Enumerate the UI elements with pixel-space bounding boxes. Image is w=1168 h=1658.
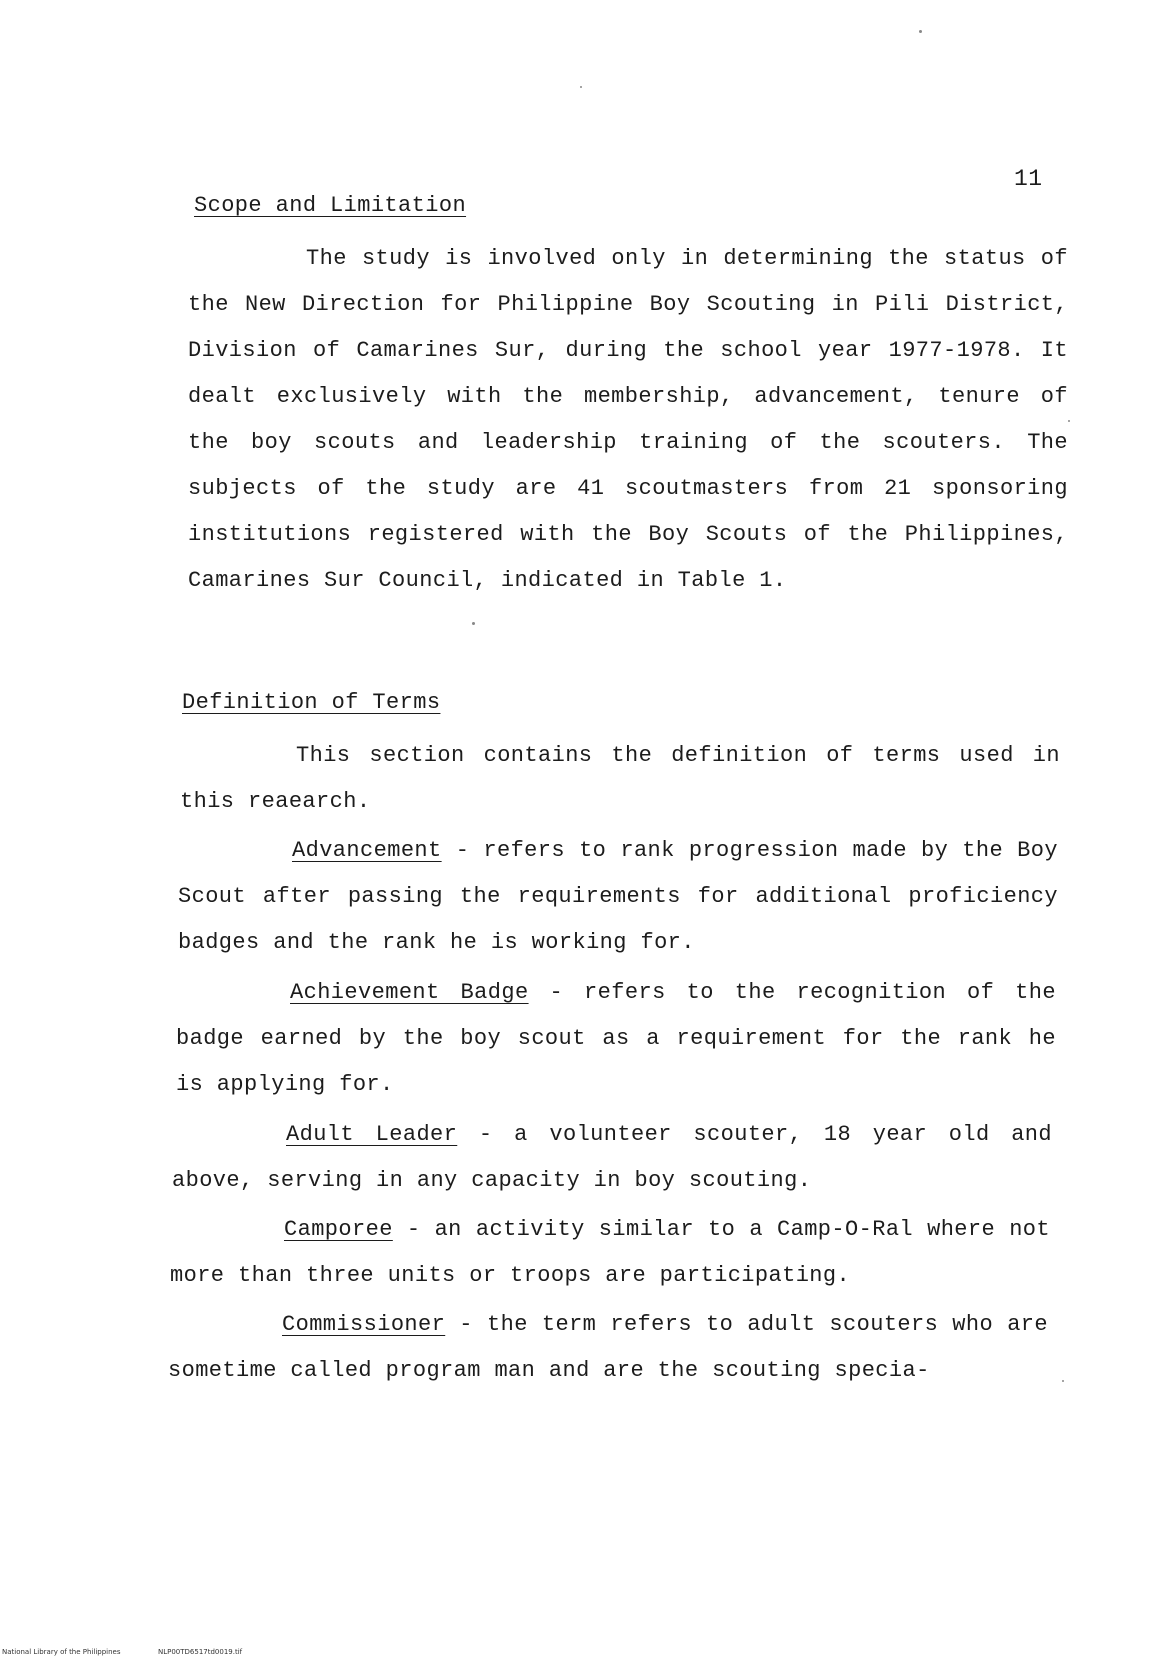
term-commissioner <box>168 1302 1048 1394</box>
scope-paragraph: The study is involved only in determining the status of the New Direction for Philippine Boy Scouting in Pili District, Division of Camarines Sur, during the school year 1977-1978. It dealt exclusively with the membership, advancement, tenure of the boy scouts and leadership training of the scouters. The subjects of the study are 41 scoutmasters from 21 sponsoring institutions registered with the Boy Scouts of the Philippines, Camarines Sur Council, indicated in Table 1. <box>188 246 1068 593</box>
term-definition: - refers to rank progression made by the Boy Scout after passing the requirements for additional proficiency badges and the rank he is working for. <box>178 838 1058 955</box>
definitions-intro: This section contains the definition of terms used in this reaearch. <box>180 743 1060 814</box>
term-label: Adult Leader <box>286 1122 458 1147</box>
term-label: Commissioner <box>282 1312 446 1337</box>
term-label: Camporee <box>284 1217 393 1242</box>
definitions-heading: Definition of Terms <box>182 690 441 715</box>
page-number: 11 <box>1014 166 1043 192</box>
term-camporee <box>170 1207 1050 1299</box>
scan-speck <box>580 86 582 88</box>
footer-library: National Library of the Philippines <box>2 1648 121 1656</box>
term-advancement <box>178 828 1058 966</box>
scan-speck <box>1068 420 1070 422</box>
scan-speck <box>472 622 475 625</box>
scope-heading: Scope and Limitation <box>194 193 467 218</box>
term-label: Achievement Badge <box>290 980 529 1005</box>
term-definition: - refers to the recognition of the badge earned by the boy scout as a requirement for the rank he is applying for. <box>176 980 1056 1097</box>
term-definition: - a volunteer scouter, 18 year old and above, serving in any capacity in boy scouting. <box>172 1122 1052 1193</box>
term-achievement-badge <box>176 970 1056 1108</box>
term-adult-leader <box>172 1112 1052 1204</box>
scan-speck <box>1062 1380 1064 1382</box>
term-label: Advancement <box>292 838 442 863</box>
term-definition: - an activity similar to a Camp-O-Ral where not more than three units or troops are participating. <box>170 1217 1050 1288</box>
term-definition: - the term refers to adult scouters who are sometime called program man and are the scouting specia- <box>168 1312 1048 1383</box>
scan-speck <box>919 30 922 33</box>
footer-filename: NLP00TD6517td0019.tif <box>158 1648 243 1656</box>
